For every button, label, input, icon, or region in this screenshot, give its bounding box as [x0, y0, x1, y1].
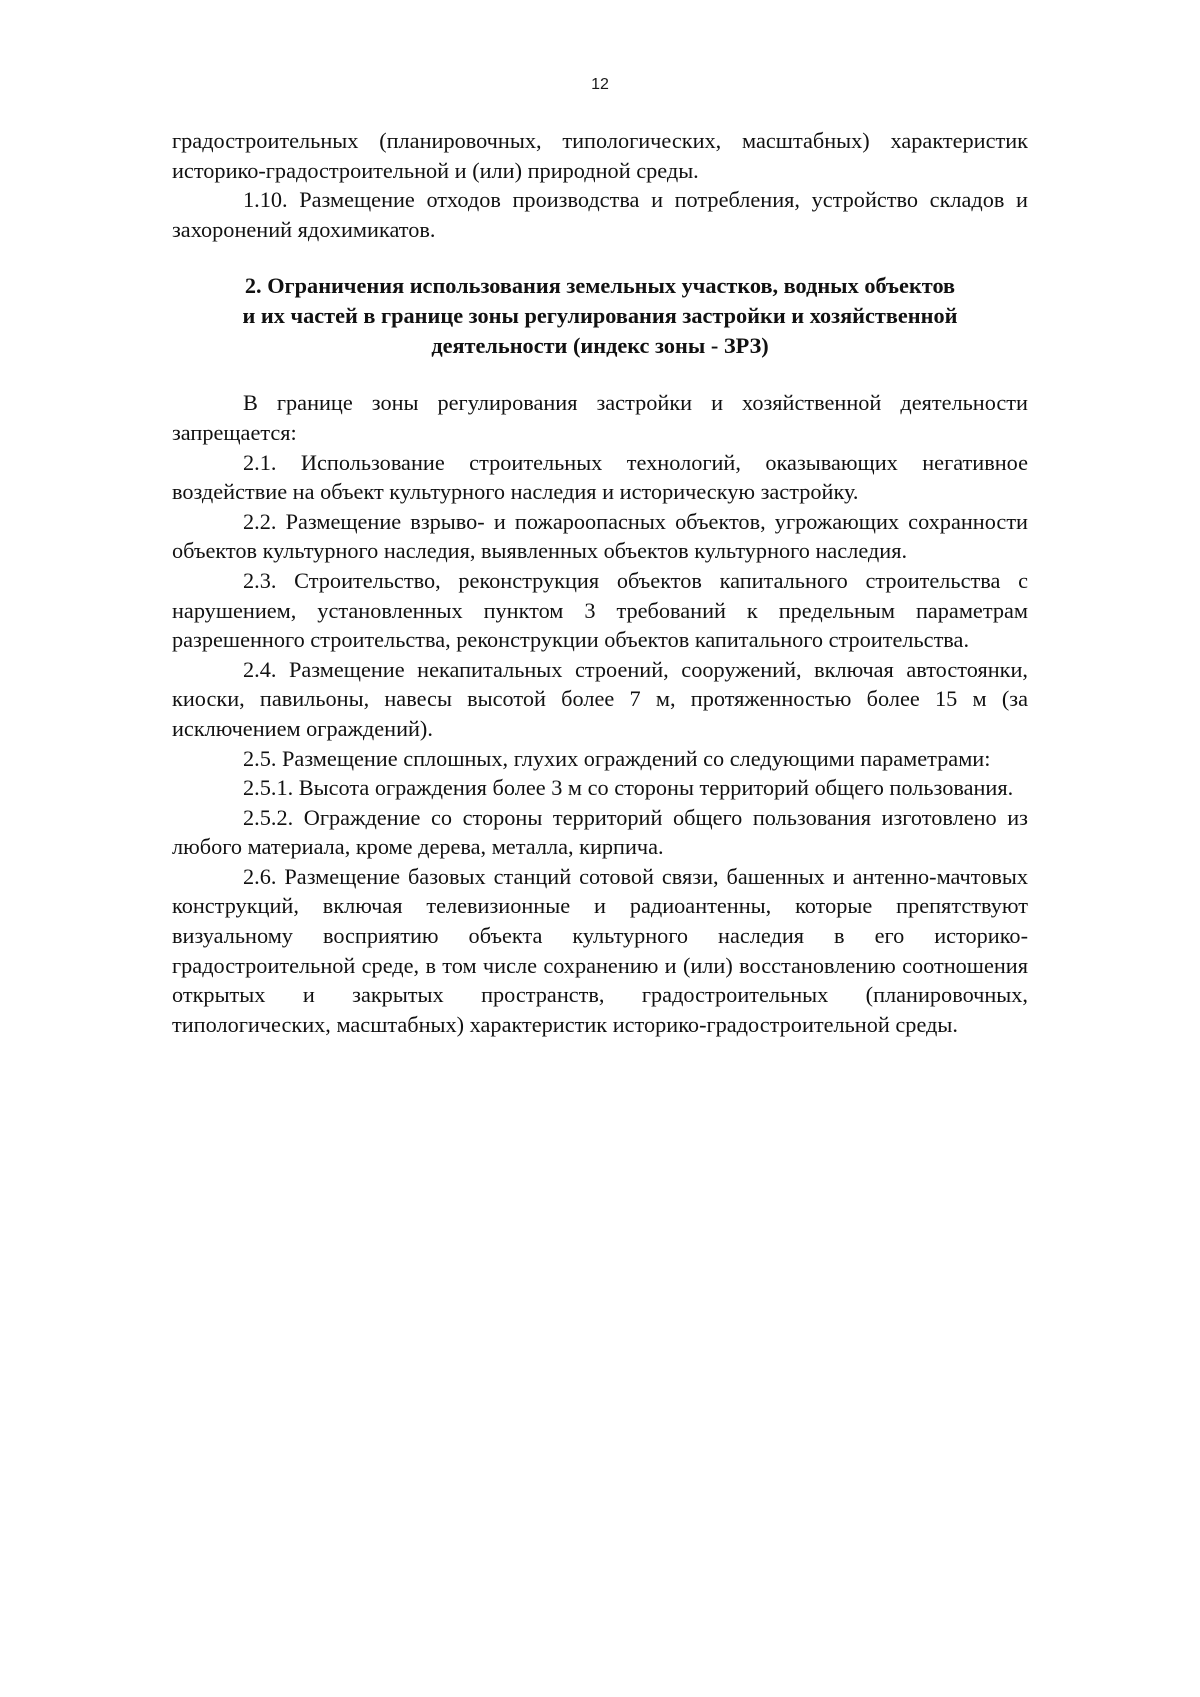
paragraph-item-1-10: 1.10. Размещение отходов производства и потребления, устройство складов и захоронений ядохимикатов.	[172, 187, 1028, 242]
paragraph-item-2-5-1: 2.5.1. Высота ограждения более 3 м со стороны территорий общего пользования.	[243, 775, 1014, 801]
paragraph-continuation: градостроительных (планировочных, типологических, масштабных) характеристик историко-градостроительной и (или) природной среды.	[172, 128, 1028, 183]
paragraph-item-2-3: 2.3. Строительство, реконструкция объектов капитального строительства с нарушением, установленных пунктом 3 требований к предельным параметрам разрешенного строительства, реконструкции объектов капитального строительства.	[172, 567, 1028, 653]
section-heading-line-3: деятельности (индекс зоны - ЗРЗ)	[431, 333, 769, 359]
paragraph-item-2-2: 2.2. Размещение взрыво- и пожароопасных объектов, угрожающих сохранности объектов культурного наследия, выявленных объектов культурного наследия.	[172, 508, 1028, 564]
page-number: 12	[591, 76, 609, 93]
section-intro: В границе зоны регулирования застройки и хозяйственной деятельности запрещается:	[172, 390, 1028, 445]
document-body	[172, 126, 1028, 1039]
paragraph-item-2-5: 2.5. Размещение сплошных, глухих ограждений со следующими параметрами:	[243, 745, 991, 771]
paragraph-item-2-4: 2.4. Размещение некапитальных строений, сооружений, включая автостоянки, киоски, павильоны, навесы высотой более 7 м, протяженностью более 15 м (за исключением ограждений).	[172, 656, 1028, 741]
section-heading	[172, 271, 1028, 361]
section-heading-line-2: и их частей в границе зоны регулирования застройки и хозяйственной	[242, 303, 958, 329]
paragraph-item-2-6: 2.6. Размещение базовых станций сотовой связи, башенных и антенно-мачтовых конструкций, включая телевизионные и радиоантенны, которые препятствуют визуальному восприятию объекта культурного наследия в его историко-градостроительной среде, в том числе сохранению и (или) восстановлению соотношения открытых и закрытых пространств, градостроительных (планировочных, типологических, масштабных) характеристик историко-градостроительной среды.	[172, 863, 1028, 1037]
section-heading-line-1: 2. Ограничения использования земельных участков, водных объектов	[244, 273, 956, 299]
paragraph-item-2-1: 2.1. Использование строительных технологий, оказывающих негативное воздействие на объект культурного наследия и историческую застройку.	[172, 449, 1028, 505]
paragraph-item-2-5-2: 2.5.2. Ограждение со стороны территорий общего пользования изготовлено из любого материала, кроме дерева, металла, кирпича.	[172, 804, 1028, 860]
